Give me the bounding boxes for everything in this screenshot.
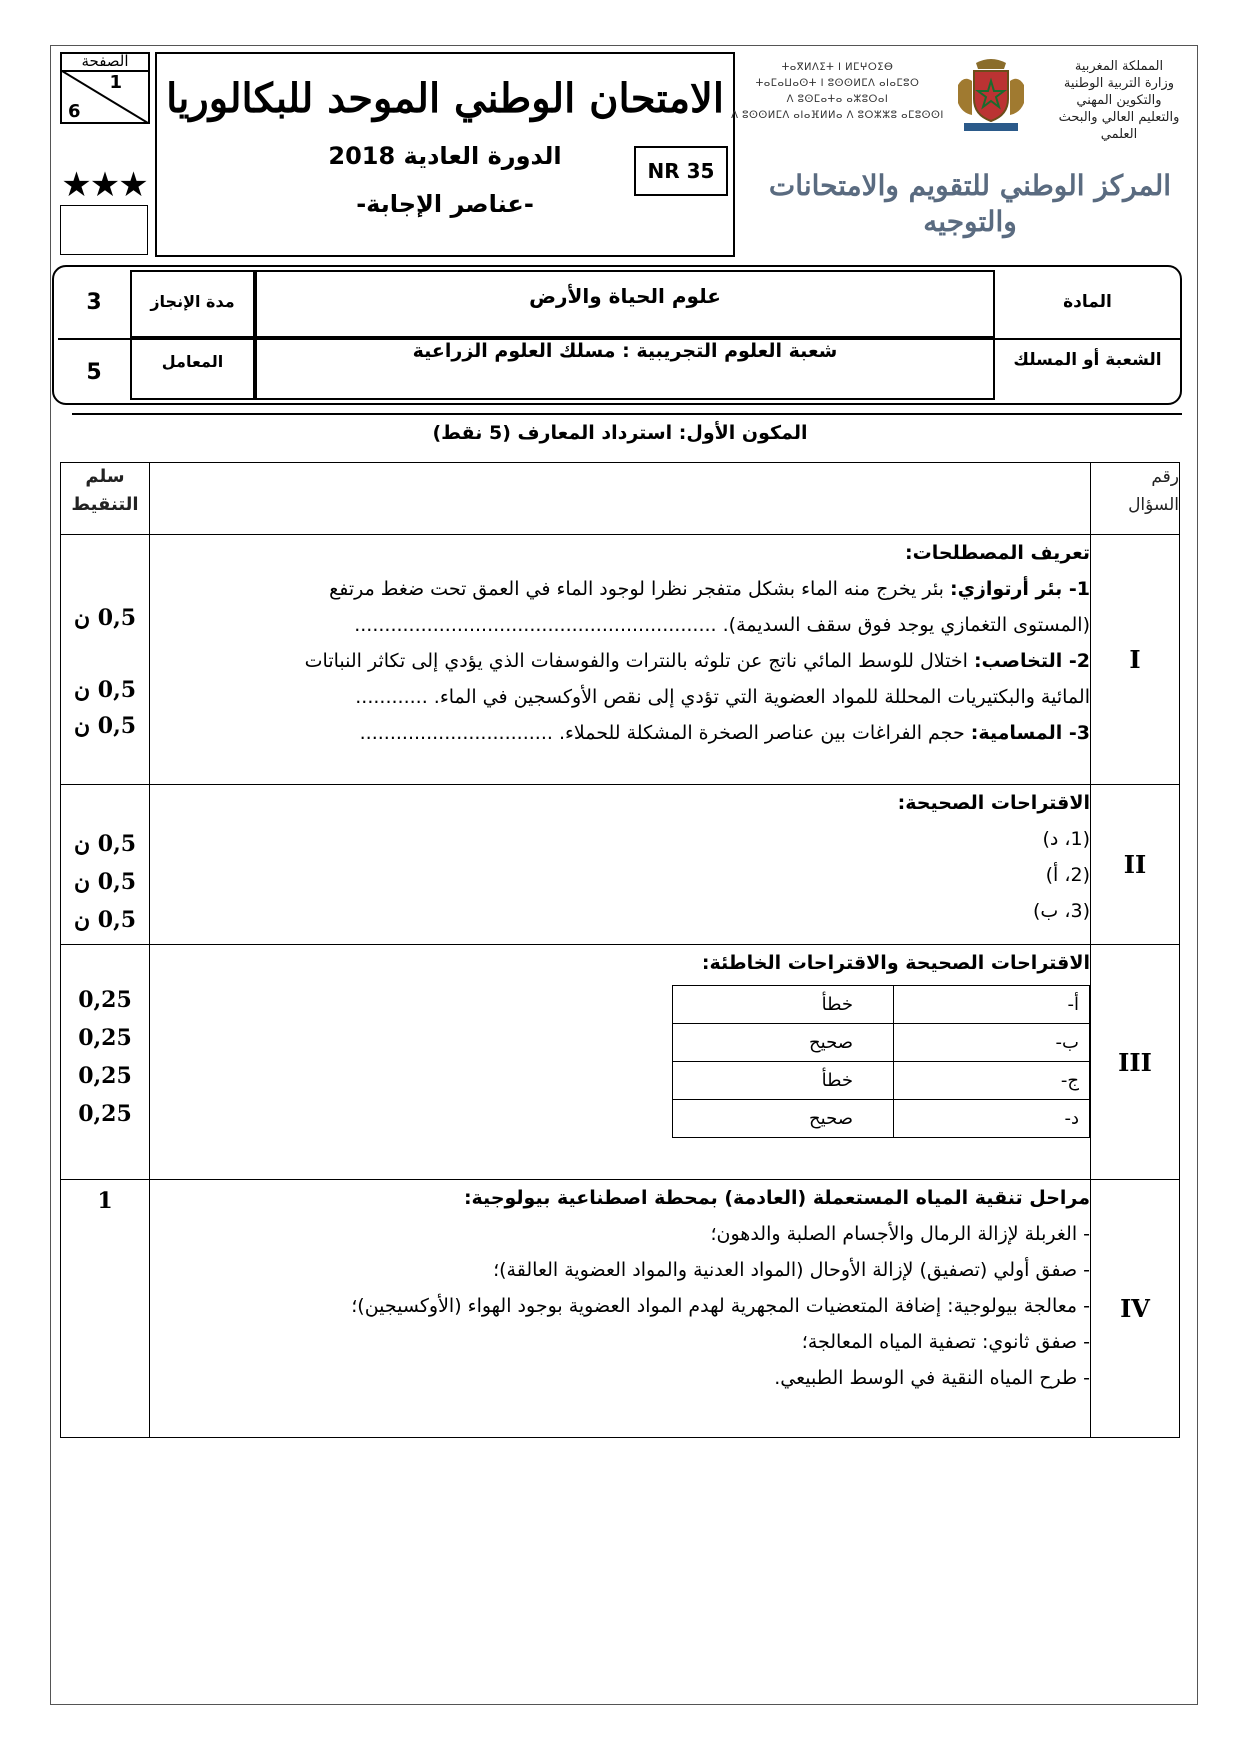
tf-row bbox=[673, 1024, 1090, 1062]
subject-value: علوم الحياة والأرض bbox=[255, 270, 995, 338]
exam-code: NR 35 bbox=[634, 146, 728, 196]
section-title: المكون الأول: استرداد المعارف (5 نقط) bbox=[432, 422, 808, 444]
answers-table bbox=[60, 462, 1180, 1438]
score: 0,5 ن bbox=[73, 713, 137, 739]
step-item: - طرح المياه النقية في الوسط الطبيعي. bbox=[774, 1367, 1090, 1389]
true-false-table bbox=[672, 985, 1090, 1138]
question-content bbox=[150, 945, 1091, 1180]
session-title: الدورة العادية 2018 bbox=[328, 142, 562, 170]
table-row bbox=[61, 785, 1180, 945]
step-item: - صفق ثانوي: تصفية المياه المعالجة؛ bbox=[801, 1331, 1090, 1353]
score: 0,5 ن bbox=[73, 907, 137, 933]
score: 0,25 bbox=[78, 1101, 132, 1127]
score: 0,5 ن bbox=[73, 831, 137, 857]
tf-row bbox=[673, 986, 1090, 1024]
tf-letter: أ- bbox=[894, 986, 1090, 1024]
page-label: الصفحة bbox=[81, 52, 129, 70]
question-content bbox=[150, 535, 1091, 785]
question-number: I bbox=[1091, 535, 1180, 785]
definition-text: (المستوى التغمازي يوجد فوق سقف السديمة). ............................................................ bbox=[354, 614, 1090, 636]
definition-text: المائية والبكتيريات المحللة للمواد العضوية التي تؤدي إلى نقص الأوكسجين في الماء. ............ bbox=[355, 686, 1090, 708]
tf-letter: ج- bbox=[894, 1062, 1090, 1100]
header-text: رقم bbox=[1151, 467, 1179, 487]
score: 0,5 ن bbox=[73, 605, 137, 631]
score-cell bbox=[61, 785, 150, 945]
stars-rating: ★★★ bbox=[61, 165, 147, 205]
separator-line bbox=[72, 413, 1182, 415]
ministry-name bbox=[1040, 58, 1198, 143]
info-divider bbox=[995, 338, 1180, 340]
header-text: سلم bbox=[85, 466, 125, 487]
tf-value: خطأ bbox=[673, 1062, 894, 1100]
tf-value: خطأ bbox=[673, 986, 894, 1024]
score: 0,25 bbox=[78, 987, 132, 1013]
table-row bbox=[61, 945, 1180, 1180]
question-number: II bbox=[1091, 785, 1180, 945]
branch-label: الشعبة أو المسلك bbox=[1013, 350, 1162, 370]
definition-text: حجم الفراغات بين عناصر الصخرة المشكلة للحملاء. ................................ bbox=[359, 722, 965, 744]
tifinagh-line: ⵜⴰⵎⴰⵡⴰⵙⵜ ⵏ ⵓⵙⵙⵍⵎⴷ ⴰⵏⴰⵎⵓⵔ bbox=[755, 78, 920, 89]
definition-item bbox=[150, 715, 1090, 751]
tf-row bbox=[673, 1100, 1090, 1138]
tf-letter: د- bbox=[894, 1100, 1090, 1138]
definition-text: بئر يخرج منه الماء بشكل متفجر نظرا لوجود الماء في العمق تحت ضغط مرتفع bbox=[329, 578, 944, 600]
page-number-box bbox=[60, 52, 150, 124]
question-heading: تعريف المصطلحات: bbox=[905, 542, 1090, 564]
step-item: - معالجة بيولوجية: إضافة المتعضيات المجهرية لهدم المواد العضوية بوجود الهواء (الأوكسيجين)؛ bbox=[351, 1295, 1090, 1317]
duration-label: مدة الإنجاز bbox=[130, 270, 255, 338]
definition-item bbox=[150, 643, 1090, 679]
question-number: III bbox=[1091, 945, 1180, 1180]
score-cell bbox=[61, 945, 150, 1180]
header-text: السؤال bbox=[1128, 495, 1179, 515]
page-total: 6 bbox=[68, 101, 81, 122]
score: 0,25 bbox=[78, 1025, 132, 1051]
coef-value: 5 bbox=[86, 360, 102, 385]
center-name: المركز الوطني للتقويم والامتحانات والتوجيه bbox=[768, 169, 1172, 238]
ministry-line: وزارة التربية الوطنية bbox=[1063, 76, 1175, 91]
tf-value: صحيح bbox=[673, 1100, 894, 1138]
score: 0,5 ن bbox=[73, 869, 137, 895]
question-content bbox=[150, 1180, 1091, 1438]
info-divider bbox=[58, 338, 130, 340]
term: 3- المسامية: bbox=[970, 722, 1090, 744]
content-header bbox=[150, 463, 1091, 535]
term: 2- التخاصب: bbox=[973, 650, 1090, 672]
answer-item: (3، ب) bbox=[1033, 900, 1090, 922]
question-heading: الاقتراحات الصحيحة والاقتراحات الخاطئة: bbox=[701, 952, 1090, 974]
question-content bbox=[150, 785, 1091, 945]
tifinagh-text bbox=[730, 60, 945, 124]
tifinagh-line: ⵜⴰⴳⵍⴷⵉⵜ ⵏ ⵍⵎⵖⵔⵉⴱ bbox=[781, 62, 894, 73]
duration-value: 3 bbox=[86, 290, 102, 315]
ministry-line: والتعليم العالي والبحث العلمي bbox=[1058, 110, 1180, 142]
ministry-line: والتكوين المهني bbox=[1076, 93, 1162, 108]
question-number-header bbox=[1091, 463, 1180, 535]
subject-label: المادة bbox=[1063, 292, 1112, 312]
header-text: التنقيط bbox=[71, 494, 139, 515]
page-current: 1 bbox=[109, 72, 122, 93]
step-item: - الغربلة لإزالة الرمال والأجسام الصلبة والدهون؛ bbox=[710, 1223, 1090, 1245]
branch-value: شعبة العلوم التجريبية : مسلك العلوم الزراعية bbox=[255, 338, 995, 400]
tf-row bbox=[673, 1062, 1090, 1100]
score: 0,25 bbox=[78, 1063, 132, 1089]
question-heading: الاقتراحات الصحيحة: bbox=[897, 792, 1090, 814]
step-item: - صفق أولي (تصفيق) لإزالة الأوحال (المواد العدنية والمواد العضوية العالقة)؛ bbox=[493, 1259, 1090, 1281]
score-cell bbox=[61, 535, 150, 785]
definition-item bbox=[150, 571, 1090, 607]
score-cell bbox=[61, 1180, 150, 1438]
ministry-line: المملكة المغربية bbox=[1074, 59, 1164, 74]
tf-value: صحيح bbox=[673, 1024, 894, 1062]
exam-title: الامتحان الوطني الموحد للبكالوريا bbox=[166, 75, 724, 122]
coat-of-arms-icon bbox=[950, 55, 1032, 137]
tifinagh-line: ⴷ ⵓⵙⵙⵍⵎⴷ ⴰⵏⴰⴼⵍⵍⴰ ⴷ ⵓⵔⵣⵣⵓ ⴰⵎⵓⵙⵙⵏ bbox=[731, 110, 944, 121]
tifinagh-line: ⴷ ⵓⵙⵎⴰⵜⴰ ⴰⵣⵓⵔⴰⵏ bbox=[786, 94, 889, 105]
question-heading: مراحل تنقية المياه المستعملة (العادمة) بمحطة اصطناعية بيولوجية: bbox=[463, 1187, 1090, 1209]
term: 1- بئر أرتوازي: bbox=[949, 578, 1090, 600]
score: 0,5 ن bbox=[73, 677, 137, 703]
answer-item: (1، د) bbox=[1042, 828, 1090, 850]
scale-header bbox=[61, 463, 150, 535]
score: 1 bbox=[97, 1188, 113, 1214]
empty-box bbox=[60, 205, 148, 255]
answer-item: (2، أ) bbox=[1045, 864, 1090, 886]
question-number: IV bbox=[1091, 1180, 1180, 1438]
table-header-row bbox=[61, 463, 1180, 535]
definition-text: اختلال للوسط المائي ناتج عن تلوثه بالنترات والفوسفات الذي يؤدي إلى تكاثر النباتات bbox=[304, 650, 968, 672]
table-row bbox=[61, 535, 1180, 785]
table-row bbox=[61, 1180, 1180, 1438]
answers-title: -عناصر الإجابة- bbox=[356, 190, 534, 218]
tf-letter: ب- bbox=[894, 1024, 1090, 1062]
coef-label: المعامل bbox=[130, 338, 255, 400]
